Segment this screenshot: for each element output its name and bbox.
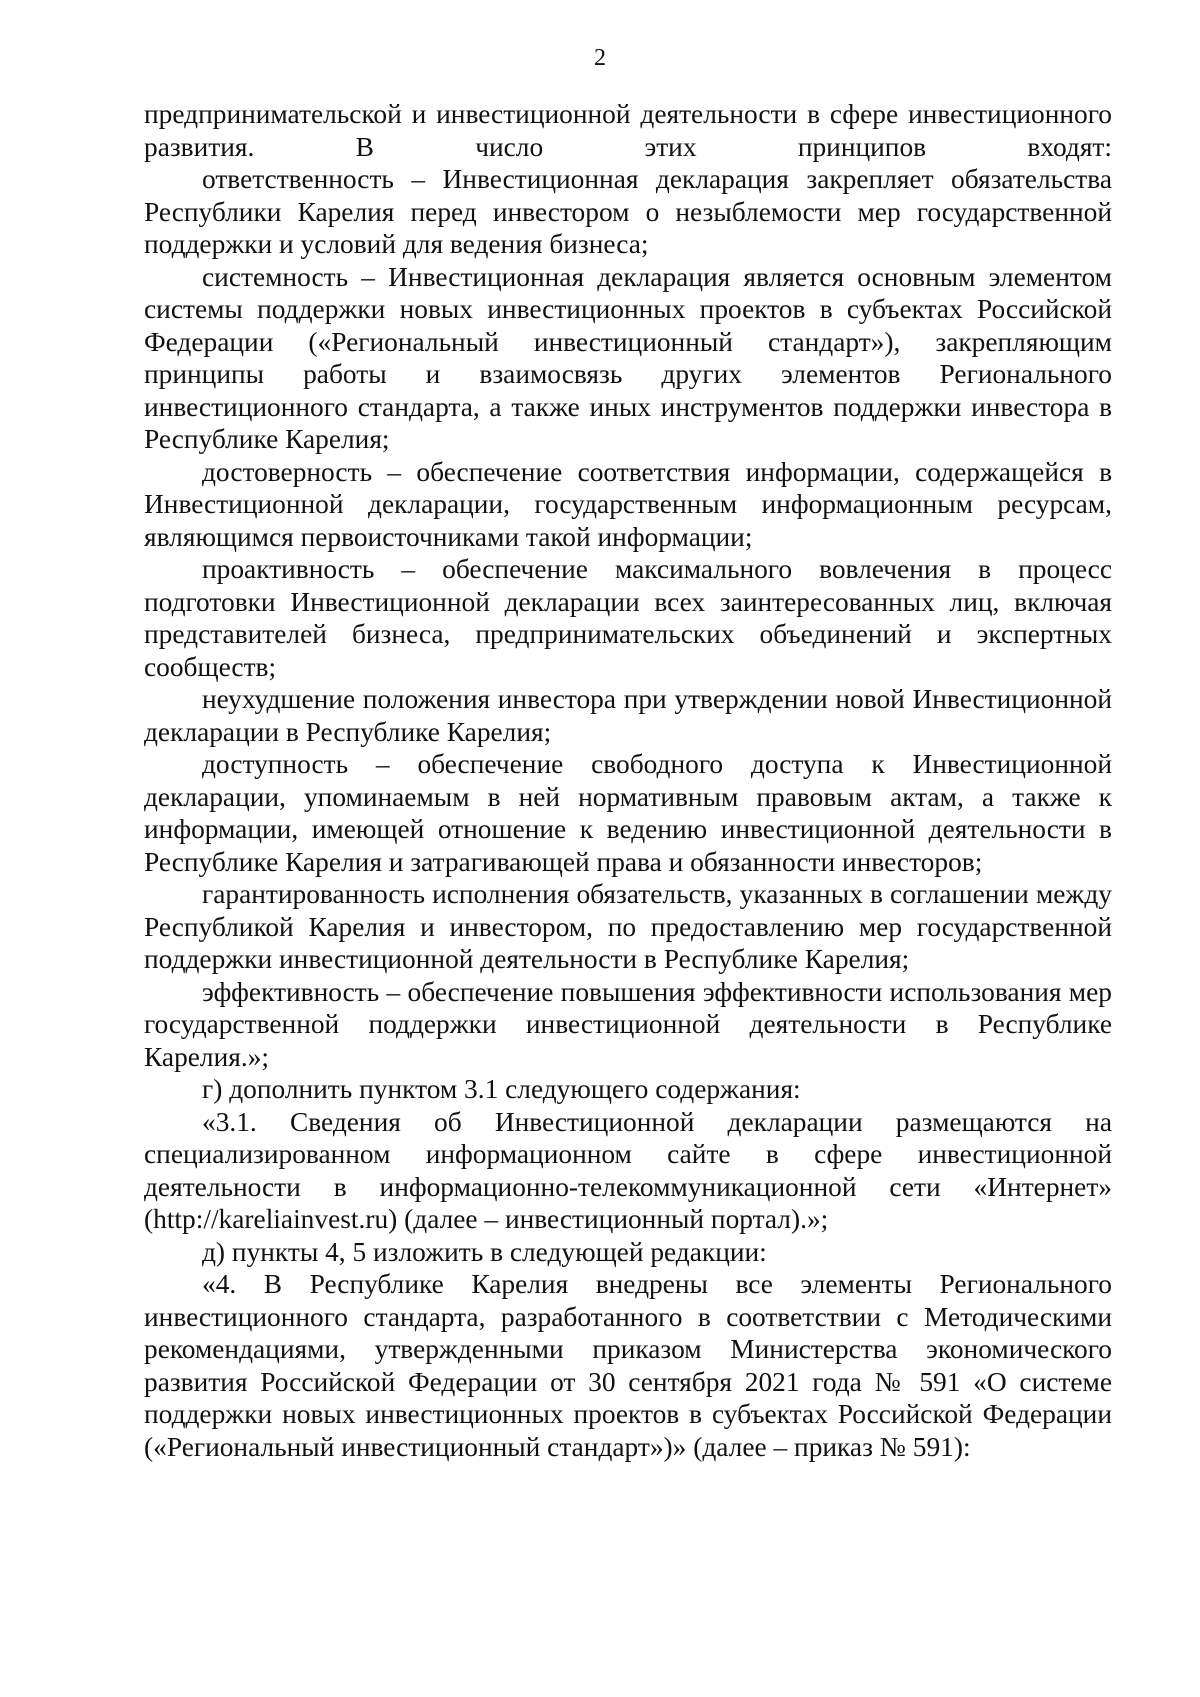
paragraph-principle-accessibility: доступность – обеспечение свободного доступа к Инвестиционной декларации, упоминаемым в ней нормативным правовым актам, а также к информации, имеющей отношение к ведению инвестиционной деятельности в Республике Карелия и затрагивающей права и обязанности инвесторов; bbox=[144, 749, 1112, 877]
paragraph-clause-4: «4. В Республике Карелия внедрены все элементы Регионального инвестиционного стандарта, разработанного в соответствии с Методическими рекомендациями, утвержденными приказом Министерства экономического развития Российской Федерации от 30 сентября 2021 года № 591 «О системе поддержки новых инвестиционных проектов в субъектах Российской Федерации («Региональный инвестиционный стандарт»)» (далее – приказ № 591): bbox=[144, 1269, 1112, 1462]
paragraph-principle-non-deterioration: неухудшение положения инвестора при утверждении новой Инвестиционной декларации в Республике Карелия; bbox=[144, 684, 1112, 747]
paragraph-item-g: г) дополнить пунктом 3.1 следующего содержания: bbox=[202, 1074, 801, 1104]
paragraph-principle-guarantee: гарантированность исполнения обязательств, указанных в соглашении между Республикой Карелия и инвестором, по предоставлению мер государственной поддержки инвестиционной деятельности в Республике Карелия; bbox=[144, 879, 1112, 974]
paragraph-principle-efficiency: эффективность – обеспечение повышения эффективности использования мер государственной поддержки инвестиционной деятельности в Республике Карелия.»; bbox=[144, 976, 1112, 1072]
page-number: 2 bbox=[594, 45, 606, 71]
document-body bbox=[144, 98, 1112, 1463]
paragraph-principle-reliability: достоверность – обеспечение соответствия информации, содержащейся в Инвестиционной декларации, государственным информационным ресурсам, являющимся первоисточниками такой информации; bbox=[144, 456, 1112, 552]
paragraph-item-d: д) пункты 4, 5 изложить в следующей редакции: bbox=[202, 1236, 767, 1267]
paragraph-principle-responsibility: ответственность – Инвестиционная декларация закрепляет обязательства Республики Карелия перед инвестором о незыблемости мер государственной поддержки и условий для ведения бизнеса; bbox=[144, 164, 1112, 259]
paragraph-principle-systemic: системность – Инвестиционная декларация является основным элементом системы поддержки новых инвестиционных проектов в субъектах Российской Федерации («Региональный инвестиционный стандарт»), закрепляющим принципы работы и взаимосвязь других элементов Регионального инвестиционного стандарта, а также иных инструментов поддержки инвестора в Республике Карелия; bbox=[144, 261, 1112, 454]
paragraph-clause-3-1: «3.1. Сведения об Инвестиционной декларации размещаются на специализированном информационном сайте в сфере инвестиционной деятельности в информационно-телекоммуникационной сети «Интернет» (http://kareliainvest.ru) (далее – инвестиционный портал).»; bbox=[144, 1106, 1112, 1234]
paragraph-principle-proactivity: проактивность – обеспечение максимального вовлечения в процесс подготовки Инвестиционной декларации всех заинтересованных лиц, включая представителей бизнеса, предпринимательских объединений и экспертных сообществ; bbox=[144, 554, 1112, 682]
paragraph-continuation: предпринимательской и инвестиционной деятельности в сфере инвестиционного развития. В число этих принципов входят: bbox=[144, 99, 1112, 162]
